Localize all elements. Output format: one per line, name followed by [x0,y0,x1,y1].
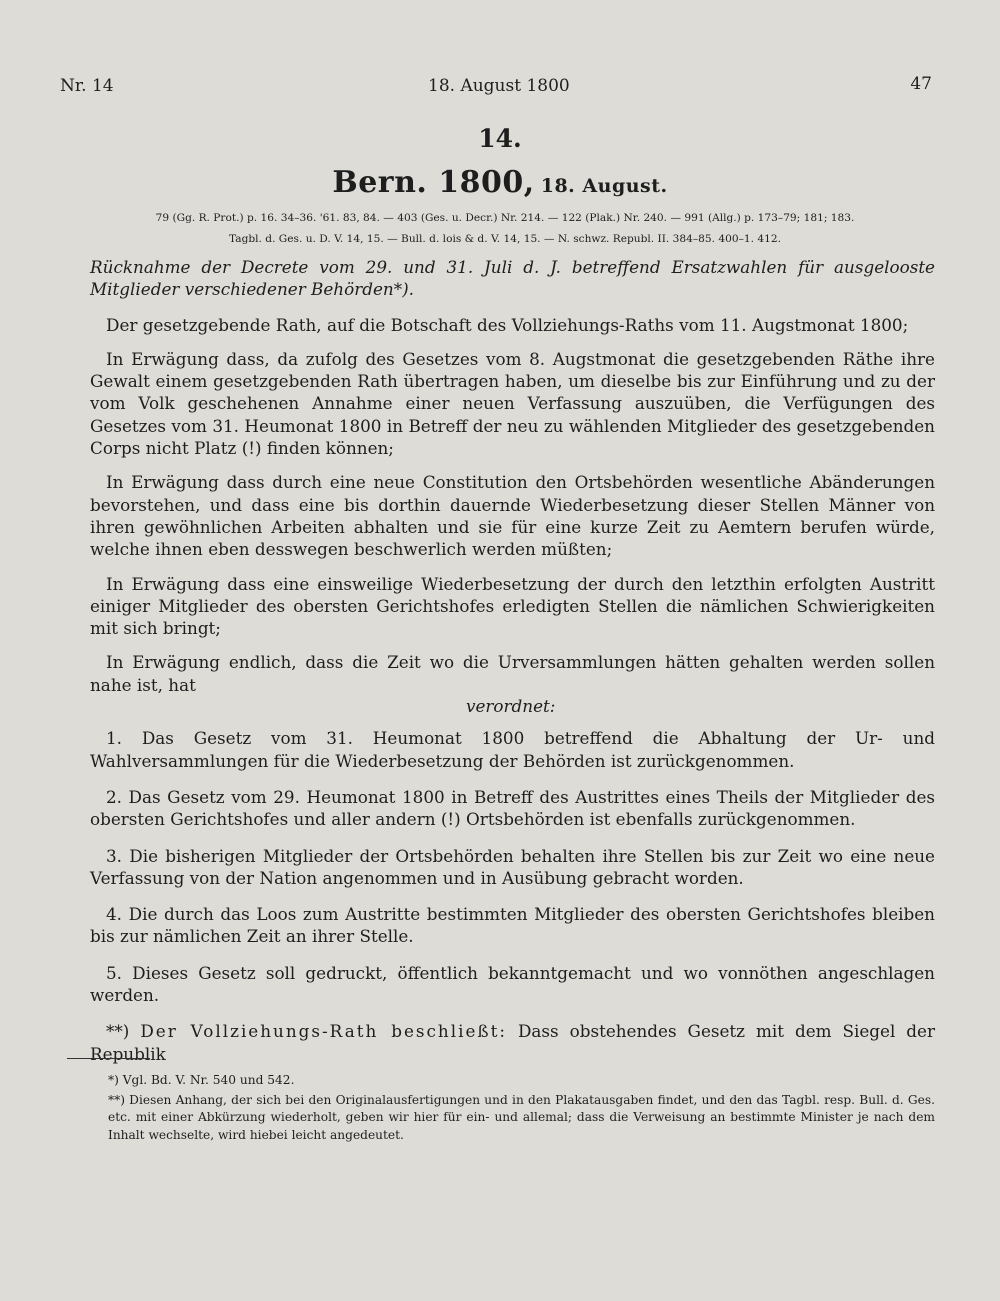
article: 4. Die durch das Loos zum Austritte bestimmten Mitglieder des obersten Gerichtshofes bleiben bis zur nämlichen Zeit an ihrer Stelle. [90,904,935,947]
footnote: *) Vgl. Bd. V. Nr. 540 und 542. [108,1073,295,1087]
reference-line-1: 79 (Gg. R. Prot.) p. 16. 34–36. '61. 83, 84. — 403 (Ges. u. Decr.) Nr. 214. — 122 (Plak.) Nr. 240. — 991 (Allg.) p. 173–79; 181; 183. [155,212,855,224]
footnote: **) Diesen Anhang, der sich bei den Originalausfertigungen und in den Plakatausgaben findet, und den das Tagbl. resp. Bull. d. Ges. etc. mit einer Abkürzung wiederholt, geben wir hier für ein- und allemal; dass die Verweisung an bestimmte Minister je nach dem Inhalt wechselte, wird hiebei leicht angedeutet. [108,1092,935,1142]
document-title [0,165,1000,200]
preamble-paragraph: In Erwägung dass, da zufolg des Gesetzes vom 8. Augstmonat die gesetzgebenden Räthe ihre Gewalt einem gesetzgebenden Rath übertragen haben, um dieselbe bis zur Einführung und zu der vom Volk geschehenen Annahme einer neuen Verfassung auszuüben, die Verfügungen des Gesetzes vom 31. Heumonat 1800 in Betreff der neu zu wählenden Mitglieder des gesetzgebenden Corps nicht Platz (!) finden können; [90,348,935,459]
running-header [60,76,930,100]
article: 3. Die bisherigen Mitglieder der Ortsbehörden behalten ihre Stellen bis zur Zeit wo eine neue Verfassung von der Nation angenommen und in Ausübung gebracht worden. [90,845,935,888]
preamble-paragraph: Der gesetzgebende Rath, auf die Botschaft des Vollziehungs-Raths vom 11. Augstmonat 1800; [106,314,909,335]
subject-heading: Rücknahme der Decrete vom 29. und 31. Juli d. J. betreffend Ersatzwahlen für ausgelooste Mitglieder verschiedener Behörden*). [90,257,935,300]
preamble-paragraph: In Erwägung endlich, dass die Zeit wo die Urversammlungen hätten gehalten werden sollen nahe ist, hat [90,652,935,695]
footnote-divider [67,1058,150,1059]
closing-marker: **) [106,1021,130,1042]
preamble-paragraph: In Erwägung dass eine einsweilige Wiederbesetzung der durch den letzthin erfolgten Austritt einiger Mitglieder des obersten Gerichtshofes erledigten Stellen die nämlichen Schwierigkeiten mit sich bringt; [90,573,935,639]
closing-spaced-text: Der Vollziehungs-Rath beschließt: [140,1021,507,1042]
document-number: 14. [478,124,522,153]
page-number: 47 [910,74,932,94]
article: 5. Dieses Gesetz soll gedruckt, öffentlich bekanntgemacht und wo vonnöthen angeschlagen werden. [90,962,935,1006]
article: 1. Das Gesetz vom 31. Heumonat 1800 betreffend die Abhaltung der Ur- und Wahlversammlungen für die Wiederbesetzung der Behörden ist zurückgenommen. [90,728,935,771]
header-number: Nr. 14 [60,76,114,96]
header-date: 18. August 1800 [428,76,570,96]
title-place-year: Bern. 1800, [332,165,535,200]
closing-rest: Dass obstehendes Gesetz mit dem Siegel der Republik [90,1021,935,1064]
preamble-paragraph: In Erwägung dass durch eine neue Constitution den Ortsbehörden wesentliche Abänderungen bevorstehen, und dass eine bis dorthin dauernde Wiederbesetzung dieser Stellen Männer von ihren gewöhnlichen Arbeiten abhalten und sie für eine kurze Zeit zu Aemtern berufen würde, welche ihnen eben desswegen beschwerlich werden müßten; [90,472,935,560]
footnotes [90,1072,935,1146]
source-references [110,208,900,250]
body-text [90,256,935,1077]
reference-line-2: Tagbl. d. Ges. u. D. V. 14, 15. — Bull. d. lois & d. V. 14, 15. — N. schwz. Republ. II. 384–85. 400–1. 412. [229,233,781,245]
closing-line [90,1020,935,1065]
article: 2. Das Gesetz vom 29. Heumonat 1800 in Betreff des Austrittes eines Theils der Mitglieder des obersten Gerichtshofes und aller andern (!) Ortsbehörden ist ebenfalls zurückgenommen. [90,786,935,830]
title-date: 18. August. [540,175,668,197]
verordnet-label: verordnet: [466,696,556,717]
